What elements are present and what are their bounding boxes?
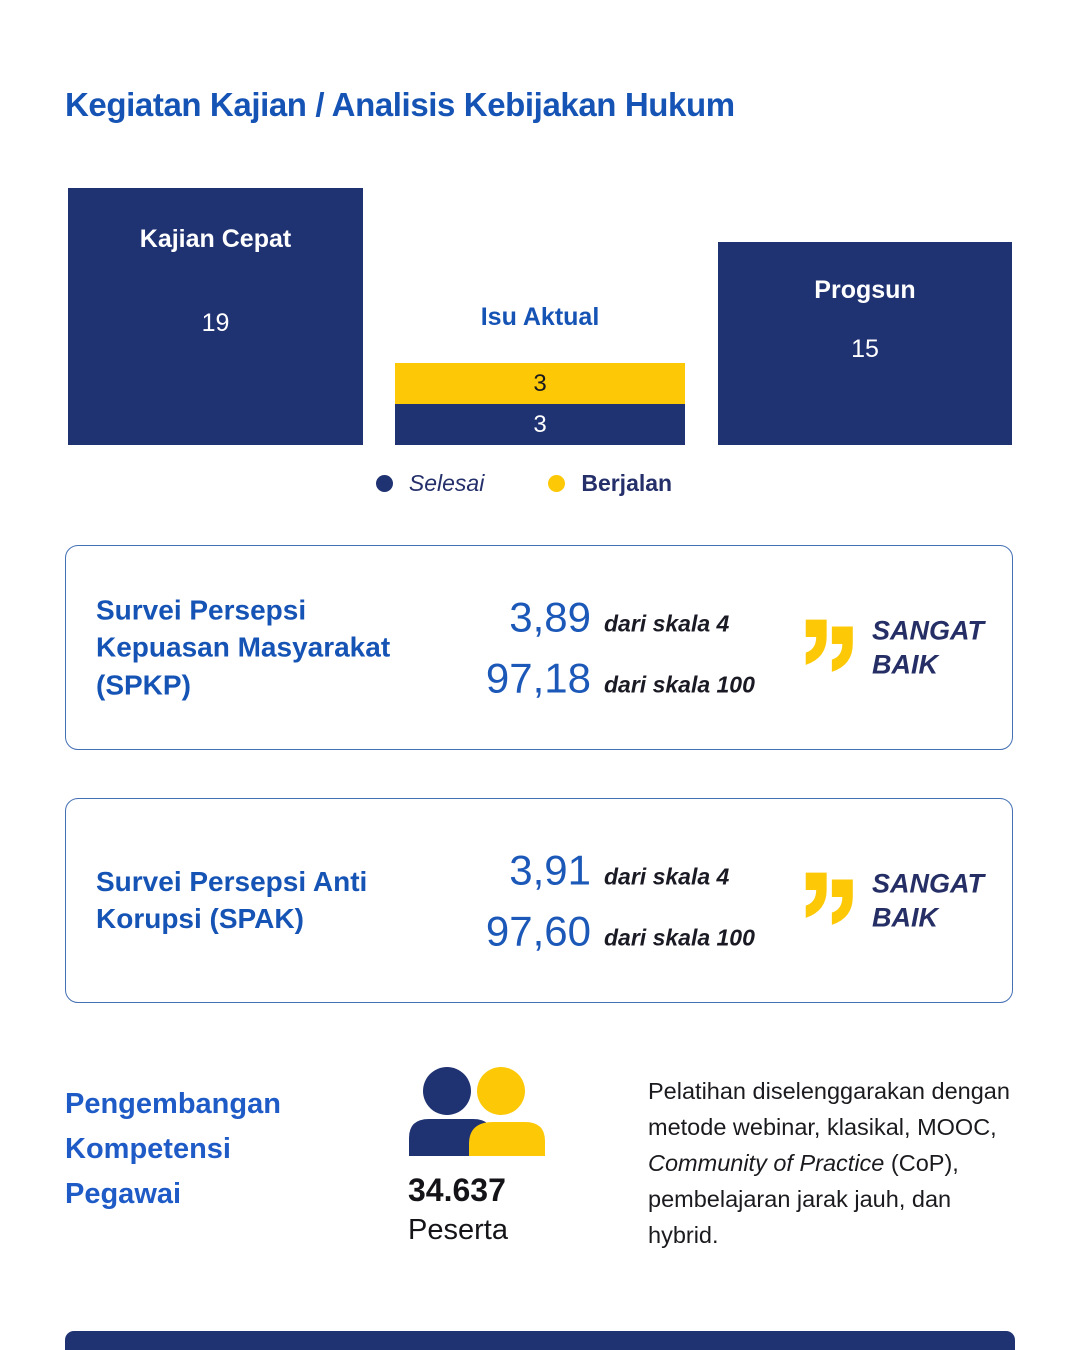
chart-legend (0, 470, 1064, 497)
participants-count: 34.637 (408, 1172, 506, 1208)
bar-label-progsun: Progsun (814, 276, 916, 304)
bar-kajian-cepat (68, 188, 363, 445)
score-row (456, 907, 755, 955)
segment-berjalan: 3 (395, 363, 685, 404)
bar-progsun (718, 242, 1012, 445)
score-value: 3,89 (509, 593, 591, 640)
survey-card-scores (456, 846, 755, 955)
legend-label-selesai: Selesai (408, 470, 485, 496)
score-scale-label: dari skala 4 (604, 863, 730, 889)
bar-value-progsun: 15 (851, 335, 879, 363)
legend-item-berjalan (548, 470, 672, 497)
people-icon (405, 1064, 545, 1156)
segment-selesai: 3 (395, 404, 685, 445)
survey-card-title: Survei Persepsi Kepuasan Masyarakat (SPKP) (96, 593, 391, 701)
legend-dot-selesai-icon (376, 475, 393, 492)
bar-label-isu-aktual: Isu Aktual (480, 303, 600, 331)
bar-value-kajian-cepat: 19 (201, 309, 230, 337)
legend-label-berjalan: Berjalan (581, 470, 673, 496)
footer-accent-bar (65, 1331, 1015, 1350)
survey-card-spak (65, 798, 1013, 1003)
participants-label: Peserta (408, 1214, 508, 1246)
score-row (456, 846, 755, 894)
score-scale-label: dari skala 100 (604, 924, 755, 950)
legend-item-selesai (376, 470, 484, 497)
rating-label: SANGAT BAIK (872, 867, 984, 933)
quote-icon (804, 619, 858, 677)
legend-dot-berjalan-icon (548, 475, 565, 492)
survey-card-spkp (65, 545, 1013, 750)
development-description: Pelatihan diselenggarakan dengan metode webinar, klasikal, MOOC, Community of Practice (CoP), pembelajaran jarak jauh, dan hybrid. (648, 1078, 1010, 1248)
score-value: 3,91 (509, 846, 591, 893)
rating-label: SANGAT BAIK (872, 614, 984, 680)
bar-isu-aktual (395, 363, 685, 445)
score-value: 97,60 (485, 907, 591, 954)
survey-card-title: Survei Persepsi Anti Korupsi (SPAK) (96, 865, 368, 935)
score-row (456, 654, 755, 702)
rating-block (804, 866, 994, 935)
score-scale-label: dari skala 100 (604, 671, 755, 697)
rating-block (804, 613, 994, 682)
page-title: Kegiatan Kajian / Analisis Kebijakan Hukum (65, 86, 735, 123)
bar-label-kajian-cepat: Kajian Cepat (139, 225, 292, 253)
quote-icon (804, 872, 858, 930)
survey-card-scores (456, 593, 755, 702)
development-heading: Pengembangan Kompetensi Pegawai (65, 1088, 281, 1210)
score-scale-label: dari skala 4 (604, 610, 730, 636)
score-row (456, 593, 755, 641)
score-value: 97,18 (485, 654, 591, 701)
